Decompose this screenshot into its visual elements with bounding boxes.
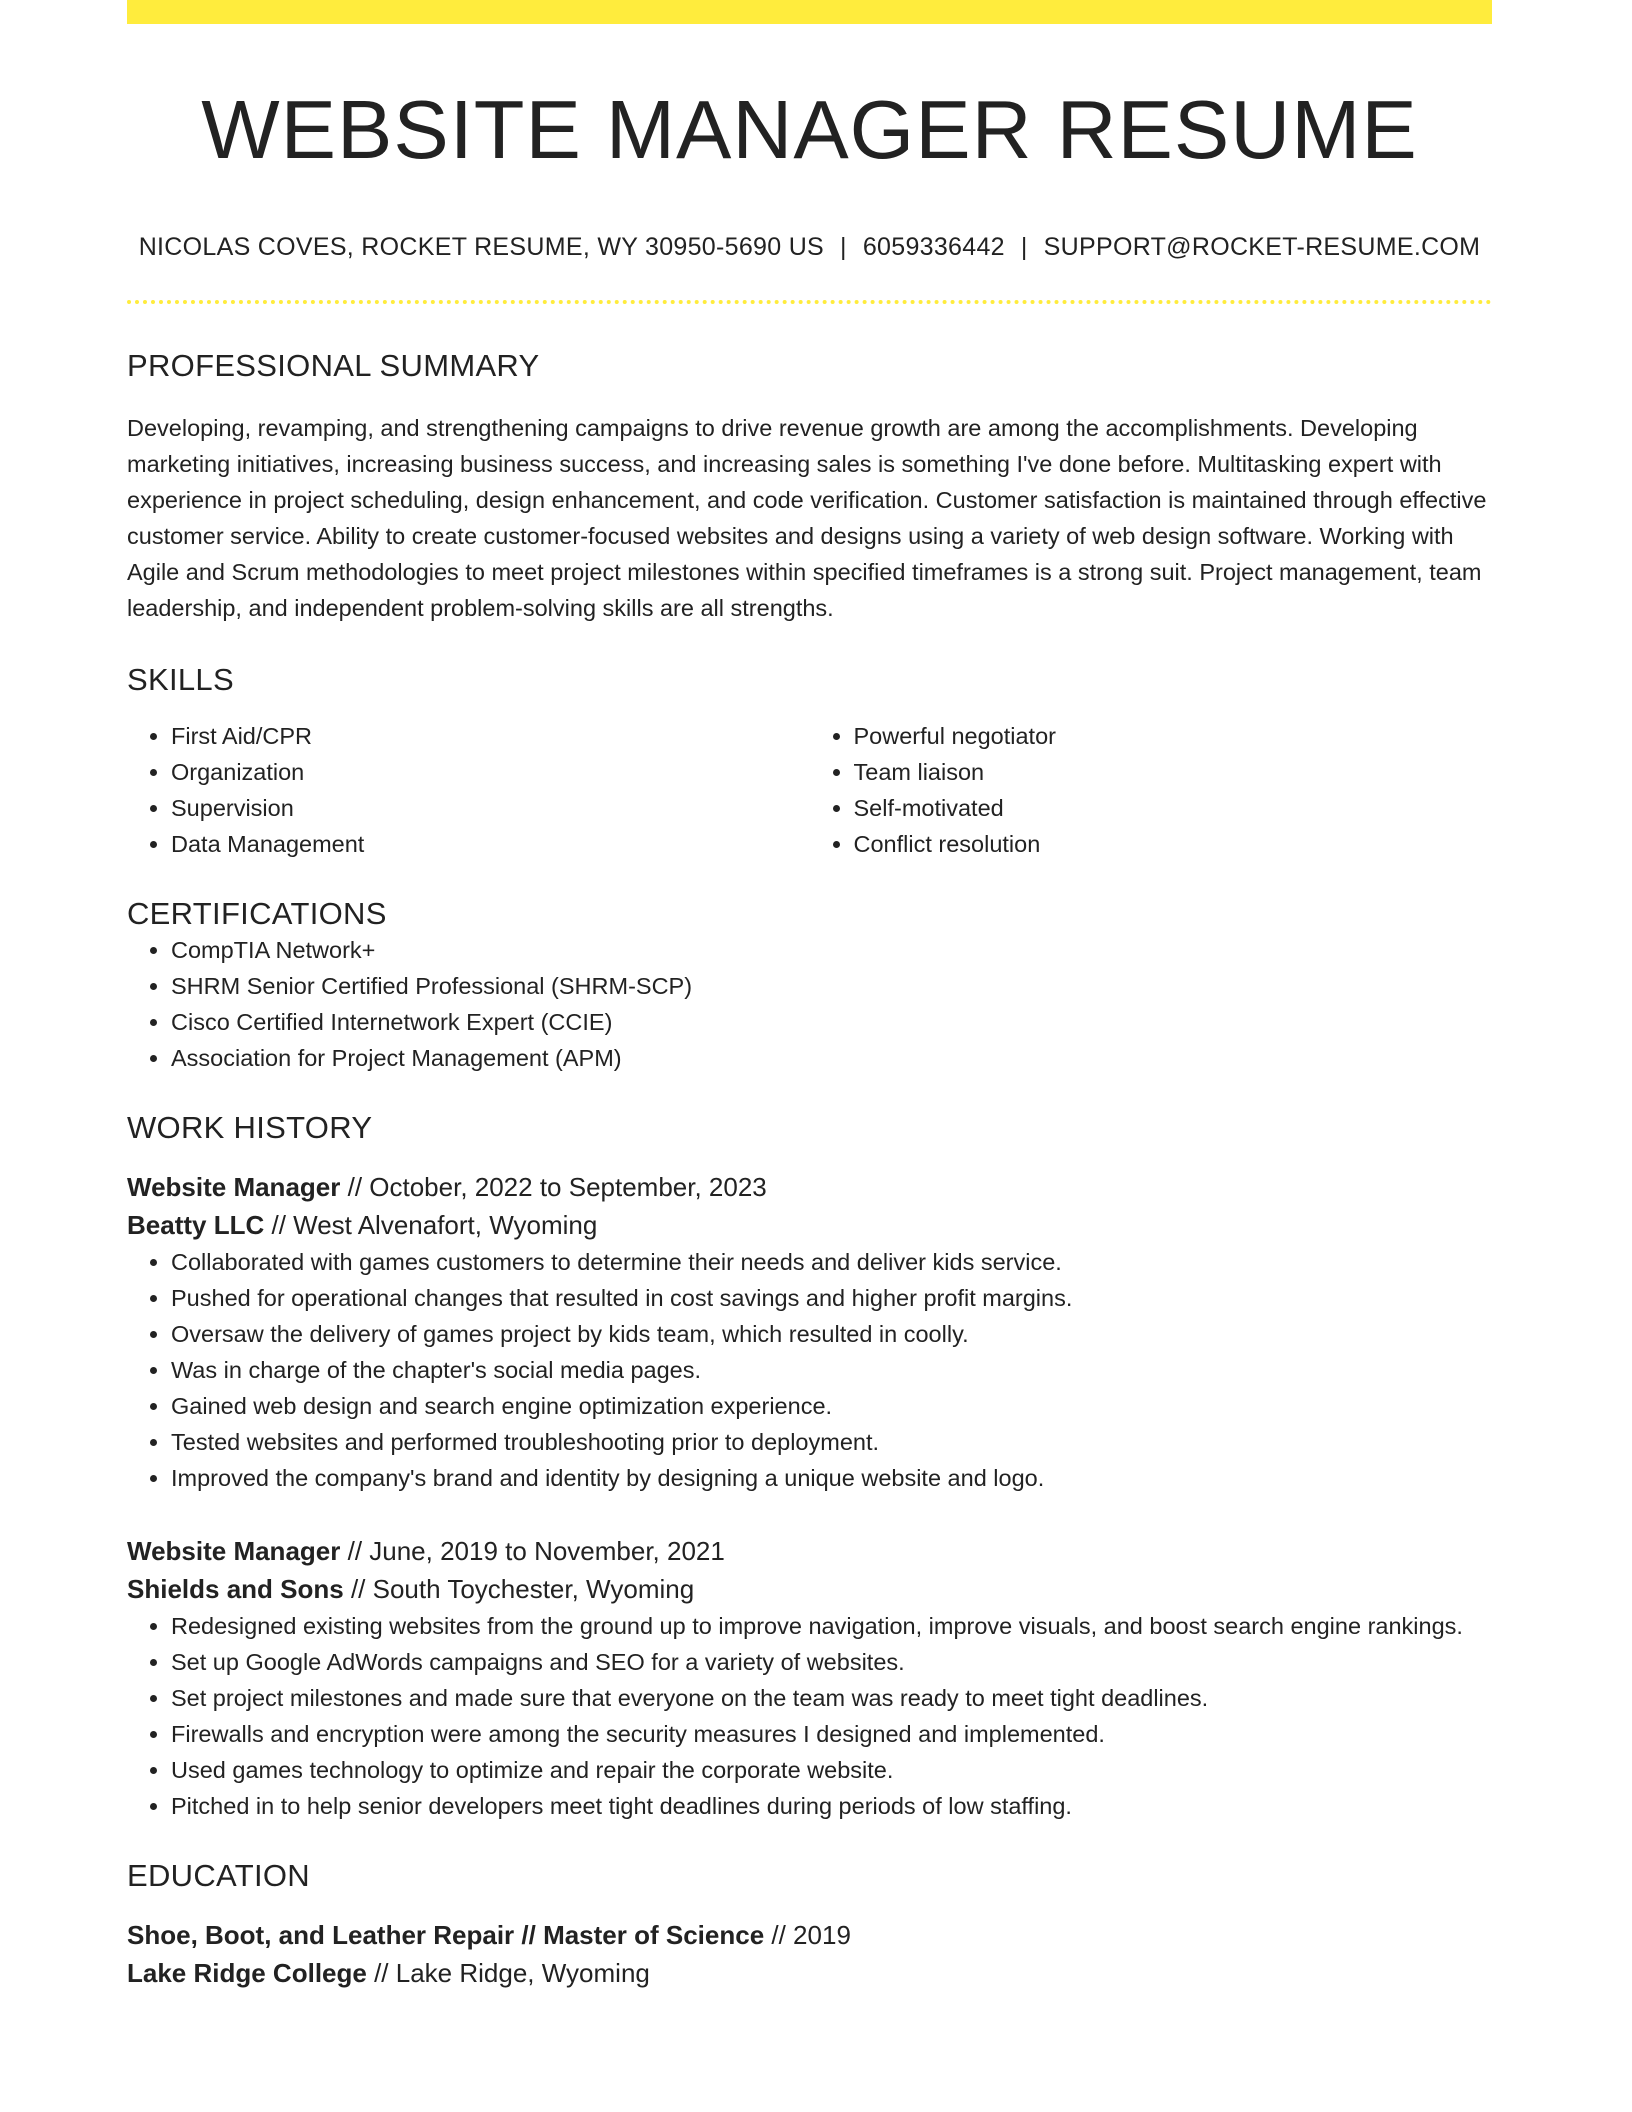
job-bullet: • Improved the company's brand and identity by designing a unique website and logo. <box>171 1460 1492 1496</box>
education-year: // 2019 <box>771 1920 851 1951</box>
skill-item: • Organization <box>171 754 810 790</box>
job-company: Shields and Sons <box>127 1574 344 1605</box>
job-bullets <box>127 1608 1492 1824</box>
contact-line <box>127 233 1492 262</box>
contact-phone: 6059336442 <box>862 233 1005 262</box>
certification-item: • Association for Project Management (APM) <box>171 1040 1492 1076</box>
work-history-heading: WORK HISTORY <box>127 1110 373 1146</box>
certification-item: • CompTIA Network+ <box>171 932 1492 968</box>
job-title-line <box>127 1532 1492 1570</box>
job-location: // West Alvenafort, Wyoming <box>271 1210 598 1241</box>
skill-item: • Supervision <box>171 790 810 826</box>
job-bullet: • Set project milestones and made sure that everyone on the team was ready to meet tight deadlines. <box>171 1680 1492 1716</box>
contact-email: SUPPORT@ROCKET-RESUME.COM <box>1043 233 1481 262</box>
contact-address: NICOLAS COVES, ROCKET RESUME, WY 30950-5690 US <box>138 233 825 262</box>
job-bullet: • Used games technology to optimize and repair the corporate website. <box>171 1752 1492 1788</box>
skill-item: • Data Management <box>171 826 810 862</box>
top-accent-bar <box>127 0 1492 24</box>
education-location: // Lake Ridge, Wyoming <box>374 1958 650 1989</box>
skill-item: • Self-motivated <box>854 790 1493 826</box>
job-title: Website Manager <box>127 1536 341 1567</box>
job-dates: // June, 2019 to November, 2021 <box>347 1536 725 1567</box>
job-bullet: • Collaborated with games customers to determine their needs and deliver kids service. <box>171 1244 1492 1280</box>
skills-list-left <box>127 718 810 862</box>
job-location: // South Toychester, Wyoming <box>350 1574 695 1605</box>
skills-heading: SKILLS <box>127 662 234 698</box>
education-school-line <box>127 1954 1492 1992</box>
skills-columns <box>127 718 1492 862</box>
education-heading: EDUCATION <box>127 1858 310 1894</box>
certifications-list <box>127 932 1492 1076</box>
job-company-line <box>127 1570 1492 1608</box>
job-title-line <box>127 1168 1492 1206</box>
summary-text: Developing, revamping, and strengthening campaigns to drive revenue growth are among the accomplishments. Developing marketing initiatives, increasing business success, and increasing sales is something I've done before. Multitasking expert with experience in project scheduling, design enhancement, and code verification. Customer satisfaction is maintained through effective customer service. Ability to create customer-focused websites and designs using a variety of web design software. Working with Agile and Scrum methodologies to meet project milestones within specified timeframes is a strong suit. Project management, team leadership, and independent problem-solving skills are all strengths. <box>127 415 1487 622</box>
resume-title: WEBSITE MANAGER RESUME <box>201 83 1418 176</box>
certifications-heading: CERTIFICATIONS <box>127 896 387 932</box>
job-company: Beatty LLC <box>127 1210 265 1241</box>
contact-separator: | <box>1020 233 1028 262</box>
skills-list-right <box>810 718 1493 862</box>
dotted-divider <box>127 300 1492 304</box>
contact-separator: | <box>840 233 847 262</box>
job-company-line <box>127 1206 1492 1244</box>
certification-item: • SHRM Senior Certified Professional (SHRM-SCP) <box>171 968 1492 1004</box>
job-bullet: • Set up Google AdWords campaigns and SEO for a variety of websites. <box>171 1644 1492 1680</box>
education-school: Lake Ridge College <box>127 1958 367 1989</box>
job-bullet: • Oversaw the delivery of games project by kids team, which resulted in coolly. <box>171 1316 1492 1352</box>
job-title: Website Manager <box>127 1172 341 1203</box>
job-bullet: • Redesigned existing websites from the ground up to improve navigation, improve visuals, and boost search engine rankings. <box>171 1608 1492 1644</box>
skill-item: • Powerful negotiator <box>854 718 1493 754</box>
certification-item: • Cisco Certified Internetwork Expert (CCIE) <box>171 1004 1492 1040</box>
job-dates: // October, 2022 to September, 2023 <box>347 1172 767 1203</box>
job-bullet: • Pushed for operational changes that resulted in cost savings and higher profit margins. <box>171 1280 1492 1316</box>
job-bullet: • Pitched in to help senior developers meet tight deadlines during periods of low staffing. <box>171 1788 1492 1824</box>
skill-item: • Team liaison <box>854 754 1493 790</box>
job-bullet: • Gained web design and search engine optimization experience. <box>171 1388 1492 1424</box>
job-bullet: • Firewalls and encryption were among the security measures I designed and implemented. <box>171 1716 1492 1752</box>
skill-item: • First Aid/CPR <box>171 718 810 754</box>
resume-page <box>127 0 1492 1992</box>
job-bullets <box>127 1244 1492 1496</box>
job-bullet: • Tested websites and performed troubleshooting prior to deployment. <box>171 1424 1492 1460</box>
job-bullet: • Was in charge of the chapter's social media pages. <box>171 1352 1492 1388</box>
education-degree-line <box>127 1916 1492 1954</box>
skill-item: • Conflict resolution <box>854 826 1493 862</box>
summary-heading: PROFESSIONAL SUMMARY <box>127 348 540 384</box>
education-degree: Shoe, Boot, and Leather Repair // Master of Science <box>127 1920 765 1951</box>
